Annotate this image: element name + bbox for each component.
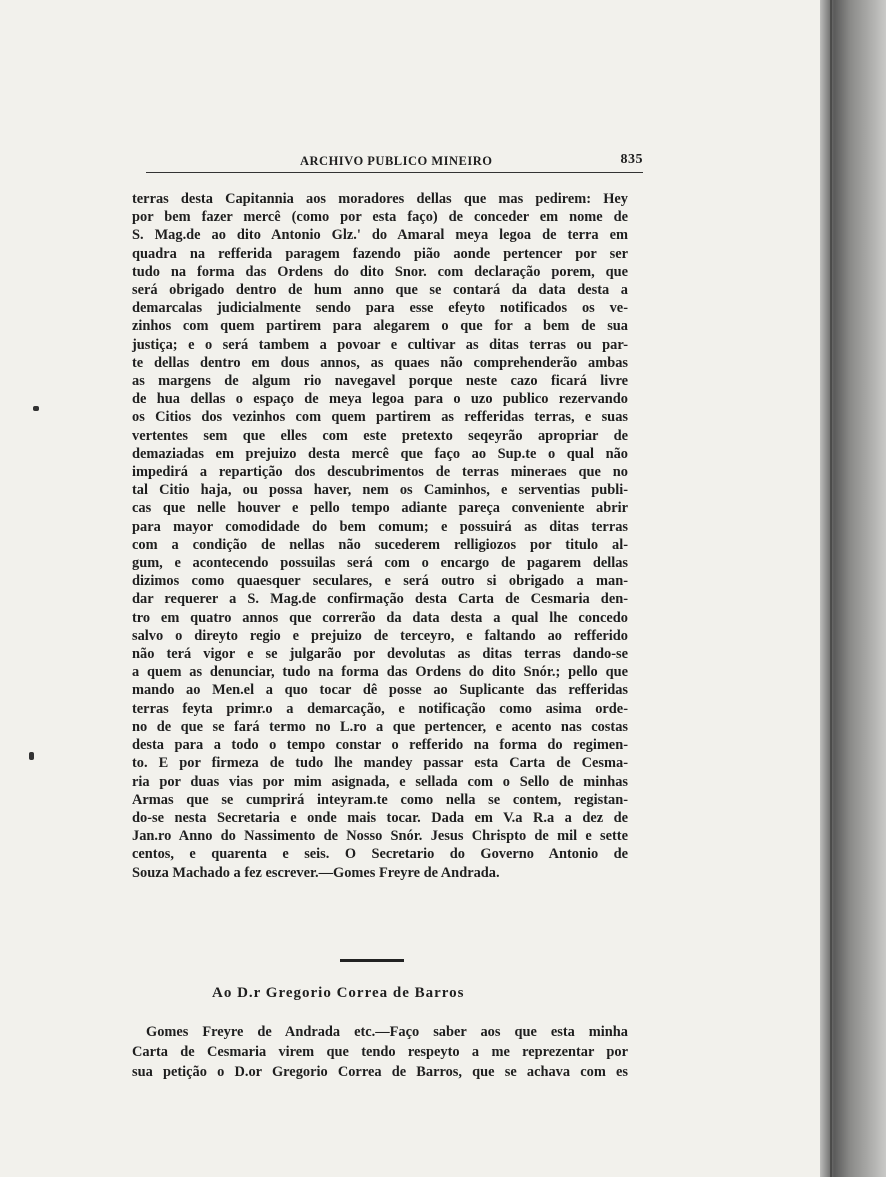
text-line: de hua dellas o espaço de meya legoa para o uzo publico rezervando: [132, 391, 628, 408]
section-intro-text: [132, 1022, 628, 1082]
text-line: justiça; e o será tambem a povoar e cultivar as ditas terras ou par-: [132, 336, 628, 353]
text-line: demarcalas judicialmente sendo para esse efeyto notificados os ve-: [132, 300, 628, 317]
margin-mark: [29, 752, 34, 760]
text-line: terras desta Capitannia aos moradores dellas que mas pedirem: Hey: [132, 191, 628, 207]
text-line: impedirá a repartição dos descubrimentos de terras mineraes que no: [132, 464, 628, 481]
text-line: os Citios dos vezinhos com quem partirem as refferidas terras, e suas: [132, 409, 628, 426]
text-line: Jan.ro Anno do Nassimento de Nosso Snór. Jesus Chrispto de mil e sette: [132, 828, 628, 845]
text-line: quadra na refferida paragem fazendo pião aonde pertencer por ser: [132, 245, 628, 262]
text-line: S. Mag.de ao dito Antonio Glz.' do Amaral meya legoa de terra em: [132, 227, 628, 244]
text-line: dizimos como quaesquer seculares, e será outro si obrigado a man-: [132, 573, 628, 590]
text-line: salvo o direyto regio e prejuizo de terceyro, e faltando ao refferido: [132, 627, 628, 644]
text-line: com a condição de nellas não sucederem relligiozos por titulo al-: [132, 536, 628, 553]
text-line: zinhos com quem partirem para alegarem o que for a bem de sua: [132, 318, 628, 335]
text-line: Carta de Cesmaria virem que tendo respeyto a me reprezentar por: [132, 1044, 628, 1060]
header-rule: [146, 172, 643, 173]
text-line: to. E por firmeza de tudo lhe mandey passar esta Carta de Cesma-: [132, 755, 628, 772]
section-separator: [340, 959, 404, 962]
main-text-block: [132, 190, 628, 882]
text-line: não terá vigor e se julgarão por devolutas as ditas terras dando-se: [132, 646, 628, 663]
section-title: Ao D.r Gregorio Correa de Barros: [212, 985, 465, 1001]
text-line: Gomes Freyre de Andrada etc.—Faço saber aos que esta minha: [146, 1024, 628, 1040]
text-line: no de que se fará termo no L.ro a que pertencer, e acento nas costas: [132, 718, 628, 735]
text-line: sua petição o D.or Gregorio Correa de Barros, que se achava com es: [132, 1064, 628, 1080]
text-line: dar requerer a S. Mag.de confirmação desta Carta de Cesmaria den-: [132, 591, 628, 608]
text-line: vertentes sem que elles com este pretexto seqeyrão apropriar de: [132, 427, 628, 444]
text-line: tudo na forma das Ordens do dito Snor. com declaração porem, que: [132, 263, 628, 280]
text-line: as margens de algum rio navegavel porque neste cazo ficará livre: [132, 373, 628, 390]
text-line: desta para a todo o tempo constar o refferido na forma do regimen-: [132, 737, 628, 754]
text-line: do-se nesta Secretaria e onde mais tocar. Dada em V.a R.a a dez de: [132, 809, 628, 826]
text-line: por bem fazer mercê (como por esta faço) de conceder em nome de: [132, 209, 628, 226]
running-header: [138, 154, 643, 174]
text-line: para mayor comodidade do bem comum; e possuirá as ditas terras: [132, 518, 628, 535]
text-line: gum, e acontecendo possuilas será com o encargo de pagarem dellas: [132, 555, 628, 572]
margin-mark: [33, 406, 39, 411]
text-line: tal Citio haja, ou possa haver, nem os Caminhos, e serventias publi-: [132, 482, 628, 499]
text-line: será obrigado dentro de hum anno que se contará da data desta a: [132, 282, 628, 299]
header-title: ARCHIVO PUBLICO MINEIRO: [300, 154, 493, 168]
text-line: centos, e quarenta e seis. O Secretario do Governo Antonio de: [132, 846, 628, 863]
text-line: te dellas dentro em dous annos, as quaes não comprehenderão ambas: [132, 354, 628, 371]
text-line: cas que nelle houver e pello tempo adiante pareça conveniente abrir: [132, 500, 628, 517]
text-line: a quem as denunciar, tudo na forma das Ordens do dito Snór.; pello que: [132, 664, 628, 681]
text-line: Armas que se cumprirá inteyram.te como nella se contem, registan-: [132, 791, 628, 808]
page-number: 835: [620, 152, 643, 167]
text-line: demaziadas em prejuizo desta mercê que faço ao Sup.te o qual não: [132, 445, 628, 462]
text-line: terras feyta primr.o a demarcação, e notificação como asima orde-: [132, 700, 628, 717]
text-line: tro em quatro annos que correrão da data desta a qual lhe concedo: [132, 609, 628, 626]
book-spine-edge: [820, 0, 886, 1177]
text-line: ria por duas vias por mim asignada, e sellada com o Sello de minhas: [132, 773, 628, 790]
text-line: mando ao Men.el a quo tocar dê posse ao Suplicante das refferidas: [132, 682, 628, 699]
text-line: Souza Machado a fez escrever.—Gomes Freyre de Andrada.: [132, 864, 500, 881]
